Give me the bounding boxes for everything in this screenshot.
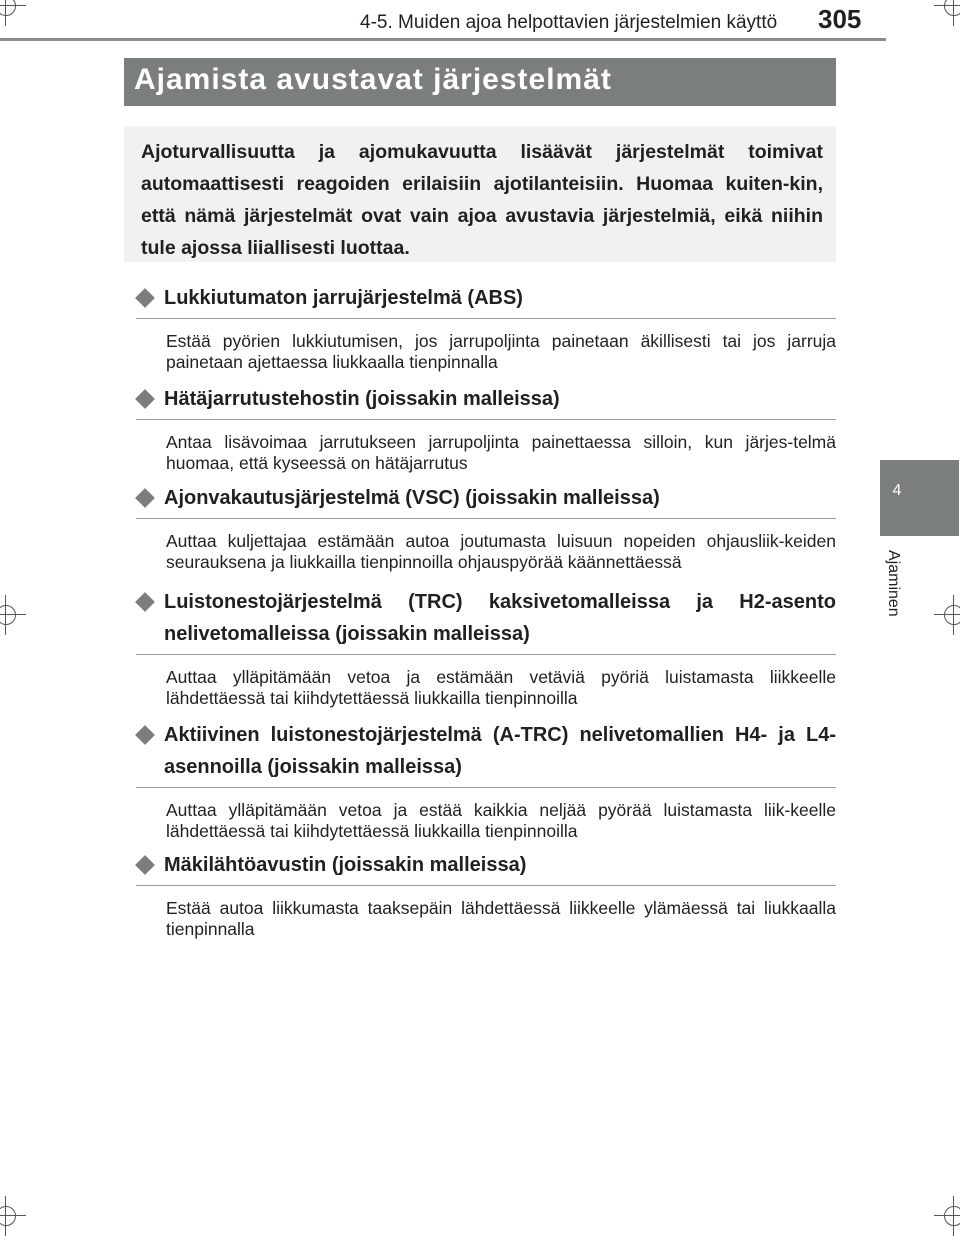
section-body: Estää autoa liikkumasta taaksepäin lähdettäessä liikkeelle ylämäessä tai liukkaalla tienpinnalla (166, 898, 836, 939)
section-body: Auttaa ylläpitämään vetoa ja estää kaikkia neljää pyörää luistamasta liik-keelle lähdettäessä tai kiihdytettäessä liukkailla tienpinnoilla (166, 800, 836, 841)
crop-mark-top-right (942, 0, 960, 18)
diamond-bullet-icon (135, 488, 155, 508)
section-heading-text: Lukkiutumaton jarrujärjestelmä (ABS) (164, 287, 523, 309)
section-rule (136, 419, 836, 420)
section-body: Estää pyörien lukkiutumisen, jos jarrupoljinta painetaan äkillisesti tai jos jarruja painetaan ajettaessa liukkaalla tienpinnalla (166, 331, 836, 372)
crop-mark-mid-right (942, 603, 960, 627)
section-banner (124, 58, 836, 106)
section-a-trc (136, 719, 836, 842)
crop-mark-bottom-left (0, 1204, 18, 1228)
section-heading-text: Luistonestojärjestelmä (TRC) kaksivetomalleissa ja H2-asento nelivetomalleissa (joissakin malleissa) (164, 591, 836, 645)
section-rule (136, 654, 836, 655)
section-body: Auttaa kuljettajaa estämään autoa joutumasta luisuun nopeiden ohjausliik-keiden seurauksena ja liukkailla tienpinnoilla ohjauspyörää käännettäessä (166, 531, 836, 572)
section-heading (136, 719, 836, 783)
diamond-bullet-icon (135, 855, 155, 875)
section-heading (136, 383, 836, 415)
header-rule (0, 38, 886, 41)
section-heading-text: Mäkilähtöavustin (joissakin malleissa) (164, 854, 527, 876)
diamond-bullet-icon (135, 389, 155, 409)
section-heading (136, 482, 836, 514)
section-body: Antaa lisävoimaa jarrutukseen jarrupoljinta painettaessa silloin, kun järjes-telmä huomaa, että kyseessä on hätäjarrutus (166, 432, 836, 473)
page-number: 305 (818, 4, 862, 34)
chapter-side-label-text: Ajaminen (885, 550, 902, 617)
crop-mark-bottom-right (942, 1204, 960, 1228)
intro-box (124, 126, 836, 262)
section-trc (136, 586, 836, 709)
crop-mark-top-left (0, 0, 18, 18)
chapter-tab-number: 4 (892, 482, 902, 499)
section-heading (136, 586, 836, 650)
section-rule (136, 318, 836, 319)
section-hill-start-assist (136, 849, 836, 940)
section-vsc (136, 482, 836, 573)
section-brake-assist (136, 383, 836, 474)
diamond-bullet-icon (135, 725, 155, 745)
section-rule (136, 885, 836, 886)
chapter-title: 4-5. Muiden ajoa helpottavien järjestelmien käyttö (360, 12, 778, 33)
section-rule (136, 787, 836, 788)
section-heading-text: Ajonvakautusjärjestelmä (VSC) (joissakin malleissa) (164, 487, 660, 509)
section-rule (136, 518, 836, 519)
section-heading (136, 282, 836, 314)
section-abs (136, 282, 836, 373)
section-heading (136, 849, 836, 881)
chapter-side-label (884, 550, 904, 630)
diamond-bullet-icon (135, 288, 155, 308)
section-heading-text: Aktiivinen luistonestojärjestelmä (A-TRC) nelivetomallien H4- ja L4-asennoilla (joissakin malleissa) (164, 724, 836, 778)
section-heading-text: Hätäjarrutustehostin (joissakin malleissa) (164, 388, 560, 410)
crop-mark-mid-left (0, 603, 18, 627)
banner-title: Ajamista avustavat järjestelmät (134, 63, 612, 96)
section-body: Auttaa ylläpitämään vetoa ja estämään vetäviä pyöriä luistamasta liikkeelle lähdettäessä tai kiihdytettäessä liukkailla tienpinnoilla (166, 667, 836, 708)
diamond-bullet-icon (135, 592, 155, 612)
intro-text: Ajoturvallisuutta ja ajomukavuutta lisäävät järjestelmät toimivat automaattisesti reagoiden erilaisiin ajotilanteisiin. Huomaa kuiten-kin, että nämä järjestelmät ovat vain ajoa avustavia järjestelmiä, eikä niihin tule ajossa liiallisesti luottaa. (141, 141, 823, 259)
